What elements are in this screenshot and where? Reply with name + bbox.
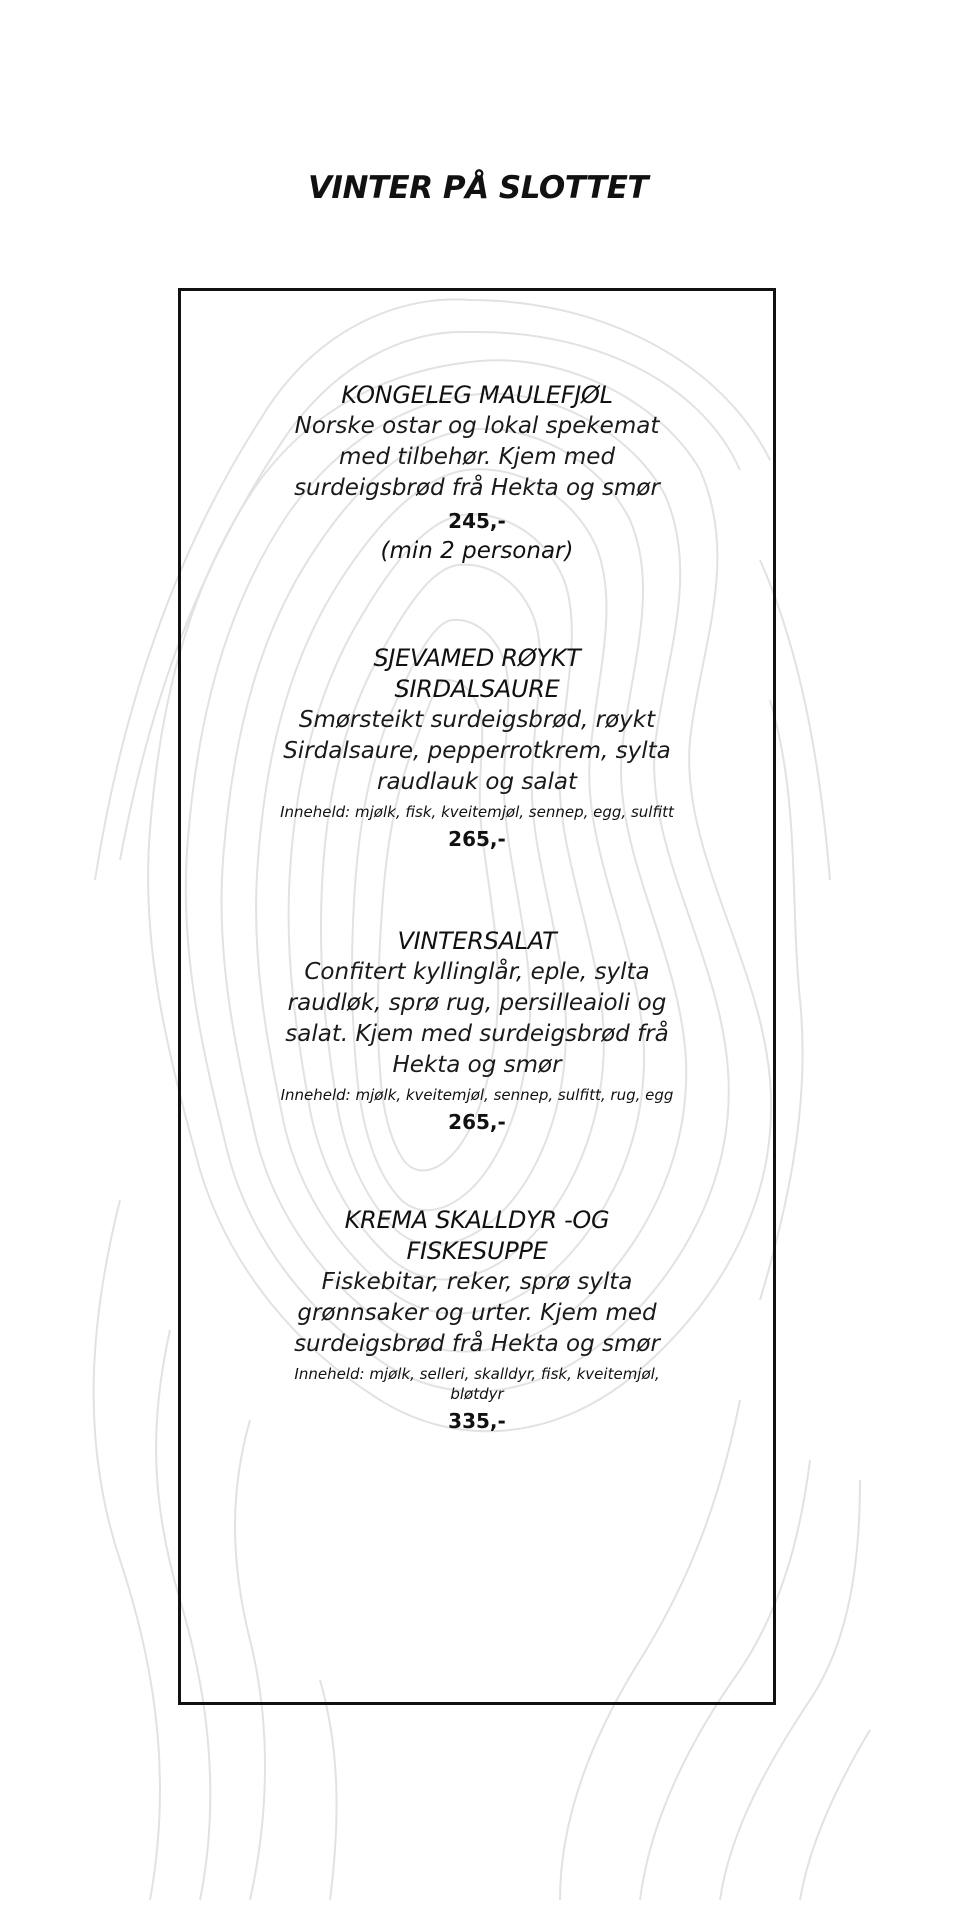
menu-item [178, 1205, 776, 1436]
item-name: SJEVAMED RØYKT SIRDALSAURE [373, 644, 581, 703]
item-note: (min 2 personar) [380, 538, 574, 564]
item-name: KREMA SKALLDYR -OG FISKESUPPE [344, 1206, 610, 1265]
item-name: KONGELEG MAULEFJØL [341, 381, 613, 409]
item-price: 245,- [448, 509, 506, 533]
item-price: 335,- [448, 1409, 506, 1433]
item-price: 265,- [448, 827, 506, 851]
page-title: VINTER PÅ SLOTTET [307, 170, 649, 206]
item-description: Smørsteikt surdeigsbrød, røykt Sirdalsaure, pepperrotkrem, sylta raudlauk og salat [283, 707, 671, 795]
item-description: Fiskebitar, reker, sprø sylta grønnsaker og urter. Kjem med surdeigsbrød frå Hekta og smør [294, 1269, 660, 1357]
item-allergens: Inneheld: mjølk, fisk, kveitemjøl, sennep, egg, sulfitt [280, 803, 674, 821]
item-description: Norske ostar og lokal spekemat med tilbehør. Kjem med surdeigsbrød frå Hekta og smør [294, 413, 660, 501]
menu-item [178, 926, 776, 1137]
menu-item [178, 380, 776, 567]
menu-item [178, 643, 776, 854]
item-name: VINTERSALAT [397, 927, 557, 955]
item-allergens: Inneheld: mjølk, kveitemjøl, sennep, sulfitt, rug, egg [280, 1086, 674, 1104]
item-price: 265,- [448, 1110, 506, 1134]
item-allergens: Inneheld: mjølk, selleri, skalldyr, fisk, kveitemjøl, bløtdyr [294, 1365, 660, 1403]
item-description: Confitert kyllinglår, eple, sylta raudløk, sprø rug, persilleaioli og salat. Kjem med surdeigsbrød frå Hekta og smør [285, 959, 669, 1078]
